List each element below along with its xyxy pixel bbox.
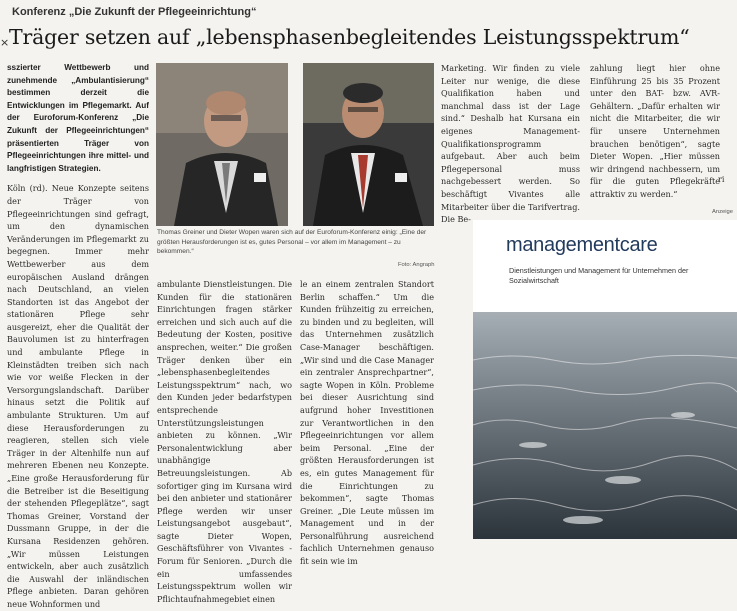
ad-label: Anzeige: [712, 209, 733, 215]
column-1-body: Köln (rd). Neue Konzepte seitens der Träger von Pflegeeinrichtungen sind gefragt, um den dynamischen Veränderungen im Pflegemarkt zu begegnen. Immer mehr Wettbewerber aus dem europäischen Ausland drängen nach Deutschland, an vielen Standorten ist das Angebot der stationären Pflege sehr ausgereizt, eher die Qualität der Bauvolumen ist zu hinterfragen und ambulante Pflege in Kleinstädten treiben sich nach wie vor weiße Flecken in der Versorgungslandschaft. Darüber hinaus setzt die Politik auf ambulante Strukturen. Um auf diese Herausforderungen zu reagieren, stellen sich viele Träger in der Altenhilfe nun auf mehreren Ebenen neu Konzepte. „Eine große Herausforderung für die Betreiber ist die Beseitigung der stehenden Pflegeplätze“, sagt Thomas Greiner, Vorstand der Dussmann Gruppe, in der die Kursana Residenzen gehören. „Wir müssen Leistungen entwickeln, aber auch zusätzlich die Auswahl der inländischen Pflege anbieten. Daran gehören neue Wohnformen und: [7, 183, 149, 609]
photo-caption: Thomas Greiner und Dieter Wopen waren sich auf der Euroforum-Konferenz einig: „Eine der größten Herausforderungen ist es, gutes Personal – vor allem im Management – zu bekommen.“: [157, 229, 427, 255]
column-5: zahlung liegt hier ohne Einführung 25 bis 35 Prozent unter den BAT- bzw. AVR-Gehältern. „Dafür erhalten wir nicht die Mitarbeiter, die wir für unsere Unternehmen brauchen benötigen“, sagte Dieter Wopen. „Hier müssen wir dringend nachbessern, um für die guten Pflegekräfte attraktiv zu werden.“: [590, 63, 720, 199]
column-2: ambulante Dienstleistungen. Die Kunden für die stationären Einrichtungen fragen stärker erreichen und sich auch auf die Bedeutung der Kosten, positive ansprechen, weiter.“ Die großen Träger denken über ein „lebensphasenbegleitendes Leistungsspektrum“ nach, wo den Kunden jeder bedarfstypen entsprechende Unterstützungsleistungen anbieten zu können. „Wir Personalentwicklung aber unabhängige Betreuungsleistungen. Ab sofortiger ging im Kursana wird bei den anbieter und stationärer Pflege werden wir unser Leistungsangebot ausgebaut“, sagte Dieter Wopen, Geschäftsführer von Vivantes - Forum für Senioren. „Durch die ein umfassendes Leistungsspektrum wollen wir Pflichtaufnahmegebiet einen: [157, 279, 292, 604]
end-mark: ri: [718, 175, 725, 184]
lead-paragraph: sszierter Wettbewerb und zunehmende „Ambulantisierung“ bestimmen derzeit die Entwicklungen im Pflegemarkt. Auf der Euroforum-Konferenz „Die Zukunft der Pflegeeinrichtungen“ präsentierten Träger von Pflegeeinrichtungen ihre mittel- und langfristigen Strategien.: [7, 63, 149, 173]
column-4: Marketing. Wir finden zu viele Leiter nur wenige, die diese Qualifikation haben und manchmal dass ist der Lage sind.“ Deshalb hat Kursana ein eigenes Management-Qualifikationsprogramm aufgebaut. Aber auch beim Pflegepersonal muss nachgebessert werden. So beschäftigt Vivantes alle Mitarbeiter über die Tarifvertrag. Die Be-: [441, 63, 580, 225]
column-3: le an einem zentralen Standort Berlin schaffen.“ Um die Kunden frühzeitig zu erreichen, zu binden und zu begleiten, will das Unternehmen zusätzlich Case-Manager beschäftigen. „Wir sind und die Case Manager ein zentraler Ansprechpartner“, sagte Wopen in Köln. Probleme bei dieser Ausrichtung sind aufgrund hoher Investitionen zur Verantwortlichen in den Pflegeeinrichtungen vor allem beim Personal. „Eine der größten Herausforderungen ist es, ein gutes Management für die Einrichtungen zu bekommen“, sagte Thomas Greiner. „Die Leute müssen im Management und in der Personalführung ausreichend fachlich Unternehmen genauso fit sein wie im: [300, 279, 434, 567]
kicker: Konferenz „Die Zukunft der Pflegeeinrichtung“: [12, 6, 257, 18]
photo-credit: Foto: Angraph: [398, 262, 435, 268]
ad-logo: managementcare: [506, 234, 658, 256]
advertisement[interactable]: [473, 220, 737, 539]
photo-left: [156, 63, 288, 226]
ad-tagline: Dienstleistungen und Management für Unternehmen der Sozialwirtschaft: [509, 266, 689, 285]
headline: Träger setzen auf „lebensphasenbegleitendes Leistungsspektrum“: [9, 25, 690, 49]
photo-right: [303, 63, 434, 226]
column-1: [7, 62, 149, 609]
bullet-icon: ×: [0, 36, 10, 49]
